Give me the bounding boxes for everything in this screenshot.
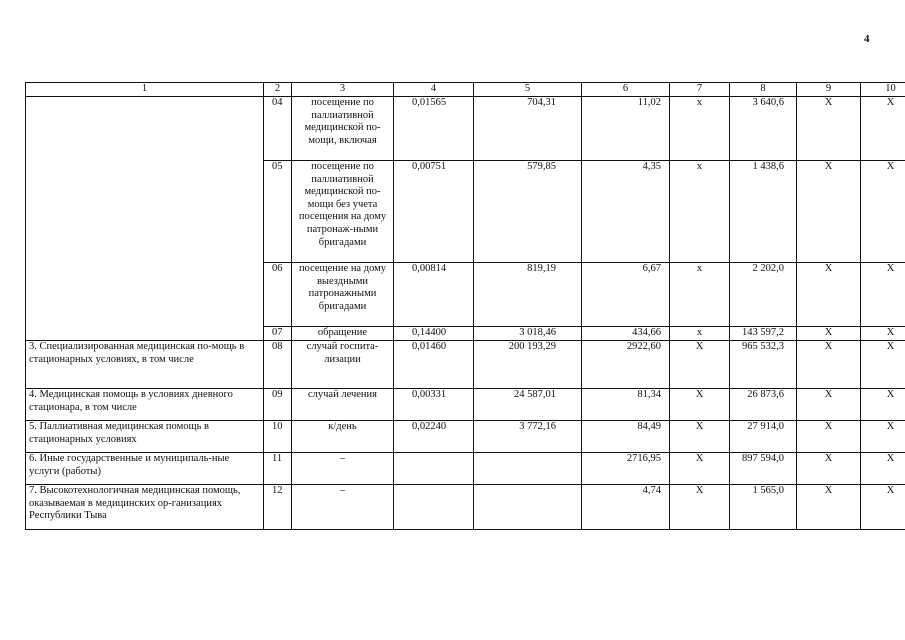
row-value-cell: Х [797,97,861,161]
row-value-cell: Х [670,421,730,453]
row-value-cell [474,453,582,485]
row-name-cell: 5. Паллиативная медицинская помощь в стационарных условиях [26,421,264,453]
row-code-cell: 11 [264,453,292,485]
row-value-cell: Х [861,389,905,421]
row-value-cell: 0,01565 [394,97,474,161]
row-unit-cell: к/день [292,421,394,453]
row-value-cell [474,485,582,530]
row-value-cell: 143 597,2 [730,327,797,341]
row-value-cell: 704,31 [474,97,582,161]
row-value-cell: Х [670,453,730,485]
data-table [25,82,905,530]
column-header: 8 [730,83,797,97]
row-value-cell: Х [797,263,861,327]
table-row [26,485,905,530]
row-value-cell: Х [797,389,861,421]
row-value-cell: Х [797,421,861,453]
row-name-cell: 3. Специализированная медицинская по-мощь в стационарных условиях, в том числе [26,341,264,389]
row-value-cell: Х [861,263,905,327]
row-value-cell: х [670,327,730,341]
table-body [26,83,905,530]
row-value-cell: Х [670,389,730,421]
row-value-cell: Х [861,161,905,263]
row-value-cell: Х [797,161,861,263]
row-code-cell: 06 [264,263,292,327]
row-code-cell: 05 [264,161,292,263]
column-header: 1 [26,83,264,97]
column-header: 9 [797,83,861,97]
row-value-cell: Х [861,421,905,453]
row-value-cell: 965 532,3 [730,341,797,389]
row-code-cell: 10 [264,421,292,453]
row-value-cell: 3 772,16 [474,421,582,453]
row-value-cell: 2 202,0 [730,263,797,327]
row-value-cell: 3 640,6 [730,97,797,161]
row-code-cell: 12 [264,485,292,530]
row-value-cell: 26 873,6 [730,389,797,421]
row-unit-cell: – [292,453,394,485]
row-value-cell: Х [861,453,905,485]
row-value-cell: 897 594,0 [730,453,797,485]
row-unit-cell: посещение по паллиативной медицинской по-мощи без учета посещения на дому патронаж-ными бригадами [292,161,394,263]
row-value-cell [394,453,474,485]
row-value-cell: Х [670,341,730,389]
row-value-cell: 434,66 [582,327,670,341]
column-header: 5 [474,83,582,97]
row-value-cell: Х [670,485,730,530]
column-header: 10 [861,83,905,97]
table-header-row [26,83,905,97]
row-value-cell: Х [861,485,905,530]
row-value-cell: Х [797,453,861,485]
row-code-cell: 07 [264,327,292,341]
row-unit-cell: случай госпита-лизации [292,341,394,389]
row-value-cell: 27 914,0 [730,421,797,453]
row-value-cell: Х [797,485,861,530]
row-value-cell [394,485,474,530]
row-value-cell: 24 587,01 [474,389,582,421]
row-name-cell: 6. Иные государственные и муниципаль-ные услуги (работы) [26,453,264,485]
column-header: 7 [670,83,730,97]
column-header: 3 [292,83,394,97]
row-value-cell: Х [797,327,861,341]
row-value-cell: 0,00331 [394,389,474,421]
column-header: 6 [582,83,670,97]
row-value-cell: х [670,161,730,263]
row-unit-cell: обращение [292,327,394,341]
table-row [26,97,905,161]
row-name-cell [26,97,264,341]
row-value-cell: 1 438,6 [730,161,797,263]
row-value-cell: 4,74 [582,485,670,530]
row-value-cell: 200 193,29 [474,341,582,389]
table-row [26,421,905,453]
row-value-cell: 84,49 [582,421,670,453]
row-code-cell: 04 [264,97,292,161]
row-unit-cell: – [292,485,394,530]
row-value-cell: 0,14400 [394,327,474,341]
row-value-cell: 0,00814 [394,263,474,327]
row-name-cell: 4. Медицинская помощь в условиях дневного стационара, в том числе [26,389,264,421]
row-value-cell: 11,02 [582,97,670,161]
row-value-cell: 0,01460 [394,341,474,389]
row-code-cell: 09 [264,389,292,421]
row-value-cell: 579,85 [474,161,582,263]
column-header: 2 [264,83,292,97]
row-value-cell: 2922,60 [582,341,670,389]
row-code-cell: 08 [264,341,292,389]
column-header: 4 [394,83,474,97]
row-value-cell: 3 018,46 [474,327,582,341]
row-unit-cell: посещение на дому выездными патронажными бригадами [292,263,394,327]
row-value-cell: 4,35 [582,161,670,263]
row-value-cell: 1 565,0 [730,485,797,530]
table-row [26,453,905,485]
row-value-cell: Х [861,341,905,389]
row-value-cell: 2716,95 [582,453,670,485]
row-value-cell: 6,67 [582,263,670,327]
row-value-cell: 81,34 [582,389,670,421]
row-value-cell: Х [861,97,905,161]
table-row [26,341,905,389]
row-value-cell: х [670,263,730,327]
row-value-cell: Х [797,341,861,389]
row-value-cell: х [670,97,730,161]
page-number: 4 [864,33,870,45]
row-unit-cell: посещение по паллиативной медицинской по-мощи, включая [292,97,394,161]
row-value-cell: 0,00751 [394,161,474,263]
row-value-cell: 819,19 [474,263,582,327]
row-unit-cell: случай лечения [292,389,394,421]
row-name-cell: 7. Высокотехнологичная медицинская помощь, оказываемая в медицинских ор-ганизациях Республики Тыва [26,485,264,530]
table-row [26,389,905,421]
row-value-cell: 0,02240 [394,421,474,453]
row-value-cell: Х [861,327,905,341]
